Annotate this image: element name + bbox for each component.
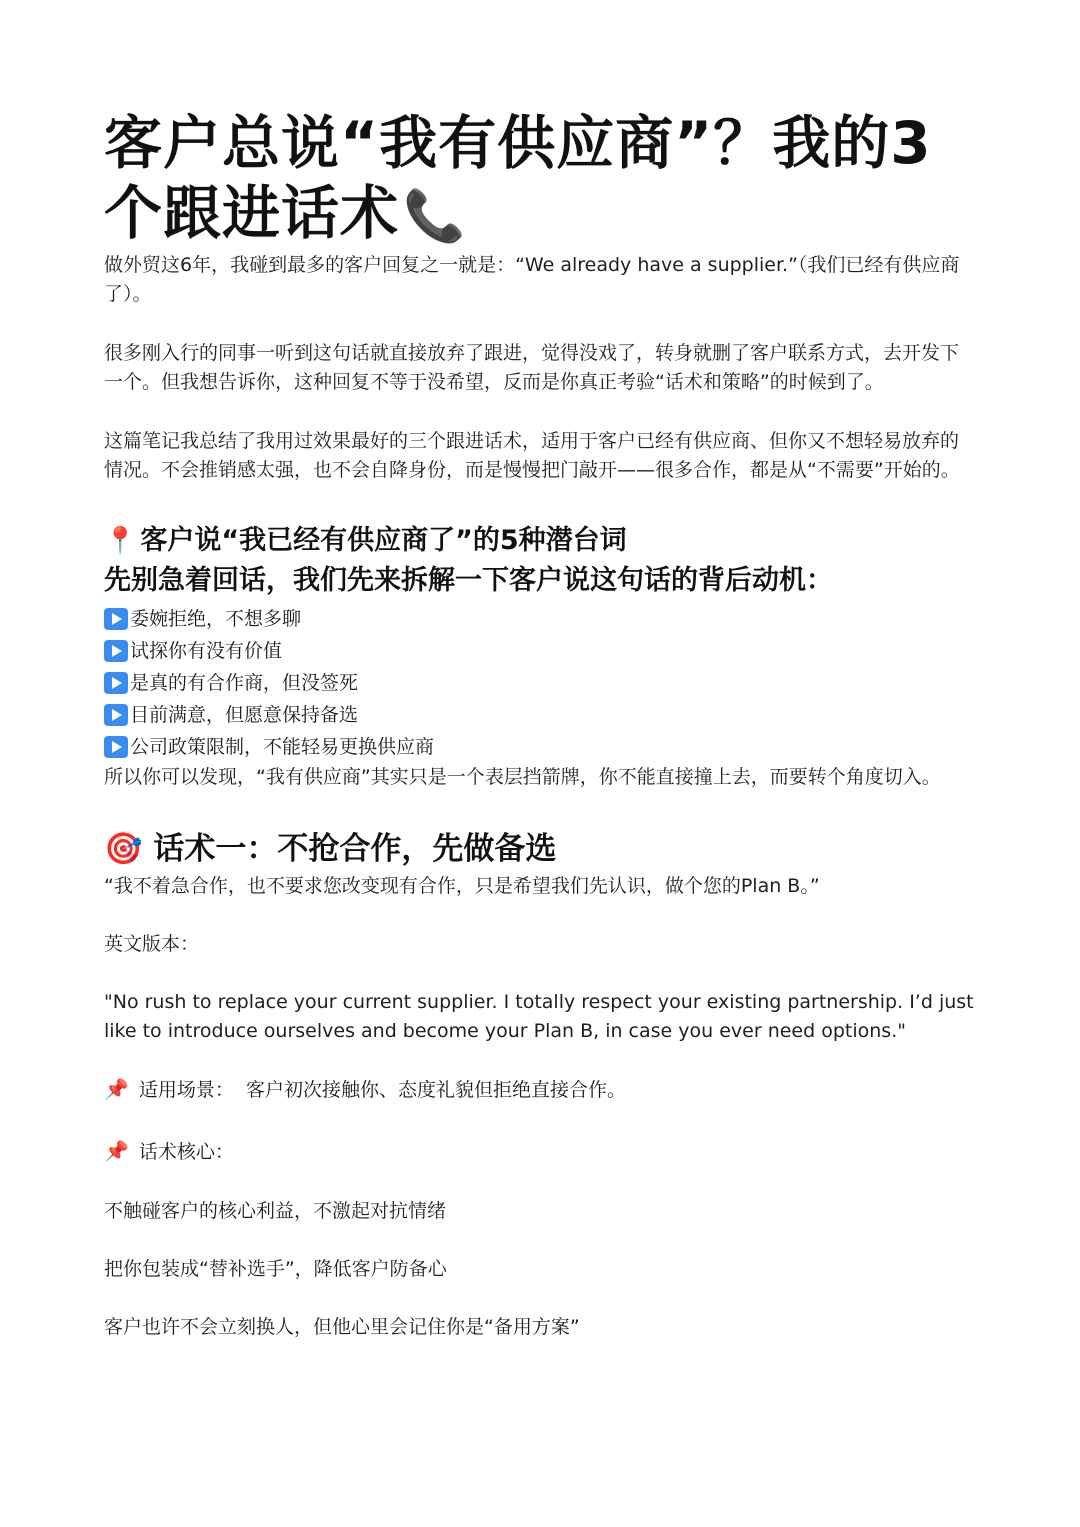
list-item: [104, 667, 976, 699]
play-button-icon: [104, 672, 128, 694]
section1-conclusion: 所以你可以发现，“我有供应商”其实只是一个表层挡箭牌，你不能直接撞上去，而要转个角度切入。: [104, 766, 941, 788]
list-item: [104, 635, 976, 667]
pin-location-icon: 📍: [104, 526, 137, 556]
list-item-text: 试探你有没有价值: [130, 640, 283, 662]
intro-paragraph-3: 这篇笔记我总结了我用过效果最好的三个跟进话术，适用于客户已经有供应商、但你又不想轻易放弃的情况。不会推销感太强，也不会自降身份，而是慢慢把门敲开——很多合作，都是从“不需要”开始的。: [104, 430, 960, 481]
list-item: [104, 699, 976, 731]
pushpin-icon: 📌: [104, 1139, 129, 1163]
target-icon: 🎯: [104, 831, 143, 867]
list-item-text: 公司政策限制，不能轻易更换供应商: [130, 736, 435, 758]
list-item: [104, 731, 976, 763]
pushpin-icon: 📌: [104, 1077, 129, 1101]
core-point: 客户也许不会立刻换人，但他心里会记住你是“备用方案”: [104, 1316, 580, 1338]
english-version-label: 英文版本：: [104, 933, 200, 955]
core-line: [104, 1137, 976, 1167]
list-item-text: 目前满意，但愿意保持备选: [130, 704, 359, 726]
list-item: [104, 603, 976, 635]
section2-heading-text: 话术一：不抢合作，先做备选: [153, 831, 557, 867]
list-item-text: 是真的有合作商，但没签死: [130, 672, 359, 694]
scene-text: 客户初次接触你、态度礼貌但拒绝直接合作。: [246, 1079, 627, 1101]
script-quote: “我不着急合作，也不要求您改变现有合作，只是希望我们先认识，做个您的Plan B。”: [104, 875, 820, 897]
intro-paragraph-1: 做外贸这6年，我碰到最多的客户回复之一就是：“We already have a supplier.”（我们已经有供应商了）。: [104, 254, 960, 305]
telephone-icon: 📞: [403, 187, 467, 245]
core-point: 不触碰客户的核心利益，不激起对抗情绪: [104, 1200, 447, 1222]
play-button-icon: [104, 608, 128, 630]
page-title: [104, 108, 976, 251]
section1-subheading: 先别急着回话，我们先来拆解一下客户说这句话的背后动机：: [104, 565, 833, 596]
core-label: 话术核心：: [138, 1141, 234, 1163]
list-item-text: 委婉拒绝，不想多聊: [130, 608, 302, 630]
note-page: [104, 108, 976, 1342]
play-button-icon: [104, 704, 128, 726]
english-version-text: "No rush to replace your current supplier. I totally respect your existing partnership. I’d just like to introduce ourselves and become your Plan B, in case you ever need options.": [104, 991, 974, 1042]
intro-paragraph-2: 很多刚入行的同事一听到这句话就直接放弃了跟进，觉得没戏了，转身就删了客户联系方式，去开发下一个。但我想告诉你，这种回复不等于没希望，反而是你真正考验“话术和策略”的时候到了。: [104, 342, 960, 393]
scene-line: [104, 1075, 976, 1105]
section1-heading: [104, 521, 976, 561]
section2-heading: [104, 826, 976, 872]
title-text: 客户总说“我有供应商”？我的3个跟进话术: [104, 109, 932, 247]
play-button-icon: [104, 640, 128, 662]
section1-heading-text: 客户说“我已经有供应商了”的5种潜台词: [140, 525, 627, 556]
scene-label: 适用场景：: [138, 1079, 234, 1101]
motive-list: [104, 603, 976, 763]
play-button-icon: [104, 736, 128, 758]
core-point: 把你包装成“替补选手”，降低客户防备心: [104, 1258, 447, 1280]
